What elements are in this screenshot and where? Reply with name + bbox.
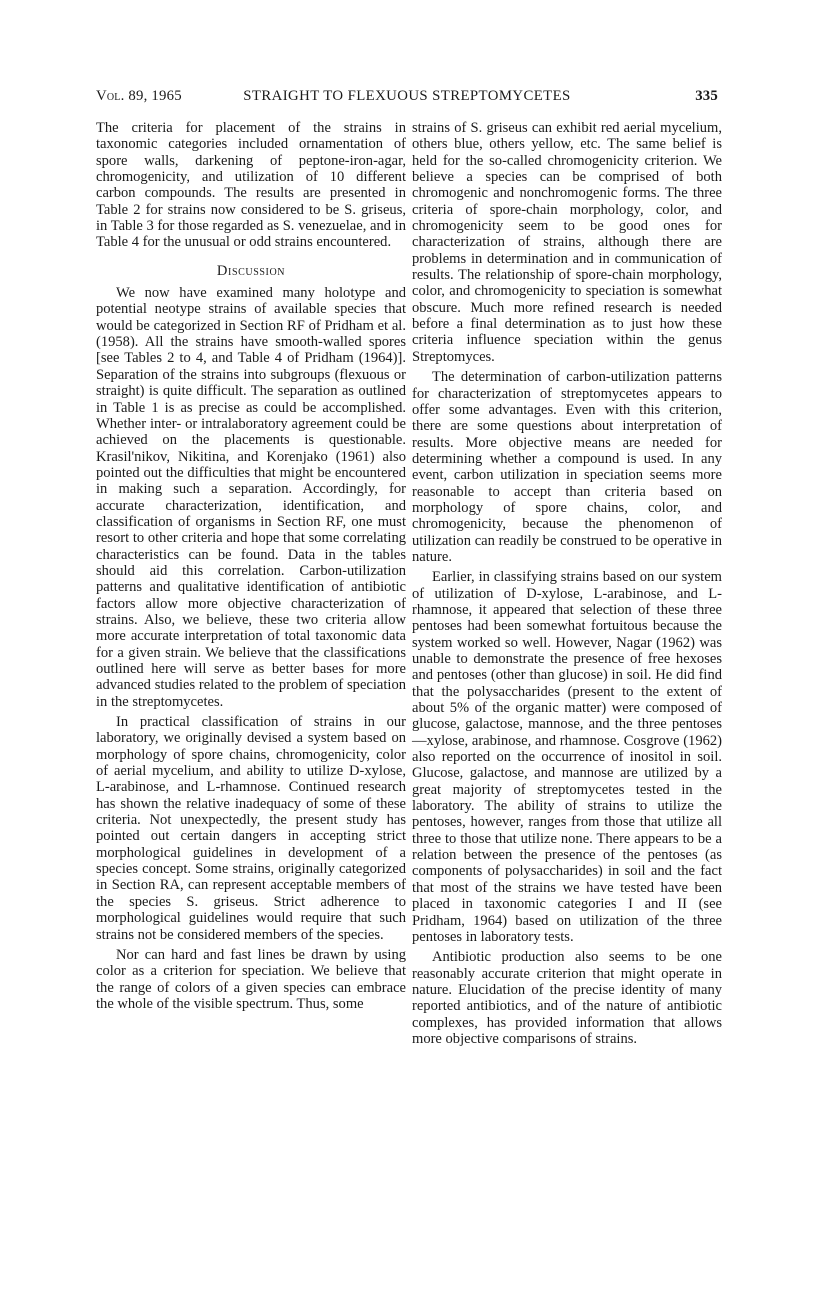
continued-paragraph: strains of S. griseus can exhibit red aerial mycelium, others blue, others yellow, etc. The same belief is held for the so-called chromogenicity criterion. We believe a species can be comprised of both chromogenic and nonchromogenic forms. The three criteria of spore-chain morphology, color, and chromogenicity seem to be good ones for characterization of strains, although there are problems in determination and in communication of results. The relationship of spore-chain morphology, color, and chromogenicity to speciation is somewhat obscure. Much more refined research is needed before a final determination as to just how these criteria influence speciation within the genus Streptomyces. [412, 120, 722, 365]
pentoses-paragraph: Earlier, in classifying strains based on our system of utilization of D-xylose, L-arabinose, and L-rhamnose, it appeared that selection of these three pentoses had been somewhat fortuitous because the system worked so well. However, Nagar (1962) was unable to demonstrate the presence of free hexoses and pentoses (other than glucose) in soil. He did find that the polysaccharides (present to the extent of about 5% of the organic matter) were composed of glucose, galactose, mannose, and the three pentoses—xylose, arabinose, and rhamnose. Cosgrove (1962) also reported on the occurrence of inositol in soil. Glucose, galactose, and mannose are utilized by a great majority of streptomycetes tested in the laboratory. The ability of strains to utilize the pentoses, however, ranges from those that utilize all three to those that utilize none. There appears to be a relation between the presence of the pentoses (as components of polysaccharides) in soil and the fact that most of the strains we have tested have been placed in taxonomic categories I and II (see Pridham, 1964) based on utilization of the three pentoses in laboratory tests. [412, 569, 722, 945]
carbon-utilization-paragraph: The determination of carbon-utilization patterns for characterization of streptomycetes appears to offer some advantages. Even with this criterion, there are some questions about interpretation of results. More objective means are needed for determining whether a compound is used. In any event, carbon utilization in speciation seems more reasonable to accept than criteria based on morphology of spore chains, color, and chromogenicity, because the phenomenon of utilization can readily be construed to be operative in nature. [412, 369, 722, 565]
journal-volume: Vol. 89, 1965 [96, 88, 182, 104]
running-title: STRAIGHT TO FLEXUOUS STREPTOMYCETES [243, 88, 571, 104]
discussion-heading: Discussion [216, 262, 286, 279]
page-number: 335 [695, 88, 718, 104]
discussion-paragraph-2: In practical classification of strains in our laboratory, we originally devised a system based on morphology of spore chains, chromogenicity, color of aerial mycelium, and ability to utilize D-xylose, L-arabinose, and L-rhamnose. Continued research has shown the relative inadequacy of some of these criteria. Not unexpectedly, the present study has pointed out certain dangers in accepting strict morphological guidelines in development of a species concept. Some strains, originally categorized in Section RA, can represent acceptable members of the species S. griseus. Strict adherence to morphological guidelines would require that such strains not be considered members of the species. [96, 714, 406, 943]
right-column [412, 120, 722, 1047]
discussion-paragraph-1: We now have examined many holotype and potential neotype strains of available species that would be categorized in Section RF of Pridham et al. (1958). All the strains have smooth-walled spores [see Tables 2 to 4, and Table 4 of Pridham (1964)]. Separation of the strains into subgroups (flexuous or straight) is quite difficult. The separation as outlined in Table 1 is as precise as could be accomplished. Whether inter- or intralaboratory agreement could be achieved on the placements is questionable. Krasil'nikov, Nikitina, and Korenjako (1961) also pointed out the difficulties that might be encountered in making such a separation. Accordingly, for accurate characterization, identification, and classification of organisms in Section RF, one must resort to other criteria and hope that some correlating characteristics can be found. Data in the tables should aid this correlation. Carbon-utilization patterns and qualitative identification of antibiotic factors allow more objective characterization of strains. Also, we believe, these two criteria allow more accurate interpretation of total taxonomic data for a given strain. We believe that the classifications outlined here will serve as better bases for more advanced studies related to the problem of speciation in the streptomycetes. [96, 285, 406, 710]
results-paragraph: The criteria for placement of the strains in taxonomic categories included ornamentation of spore walls, darkening of peptone-iron-agar, chromogenicity, and utilization of 10 different carbon compounds. The results are presented in Table 2 for strains now considered to be S. griseus, in Table 3 for those regarded as S. venezuelae, and in Table 4 for the unusual or odd strains encountered. [96, 120, 406, 251]
antibiotic-paragraph: Antibiotic production also seems to be one reasonably accurate criterion that might operate in nature. Elucidation of the precise identity of many reported antibiotics, and of the nature of antibiotic complexes, has provided information that allows more objective comparisons of strains. [412, 949, 722, 1047]
left-column [96, 120, 406, 1012]
page-header [96, 88, 718, 110]
discussion-paragraph-3: Nor can hard and fast lines be drawn by using color as a criterion for speciation. We believe that the range of colors of a given species can embrace the whole of the visible spectrum. Thus, some [96, 946, 406, 1012]
